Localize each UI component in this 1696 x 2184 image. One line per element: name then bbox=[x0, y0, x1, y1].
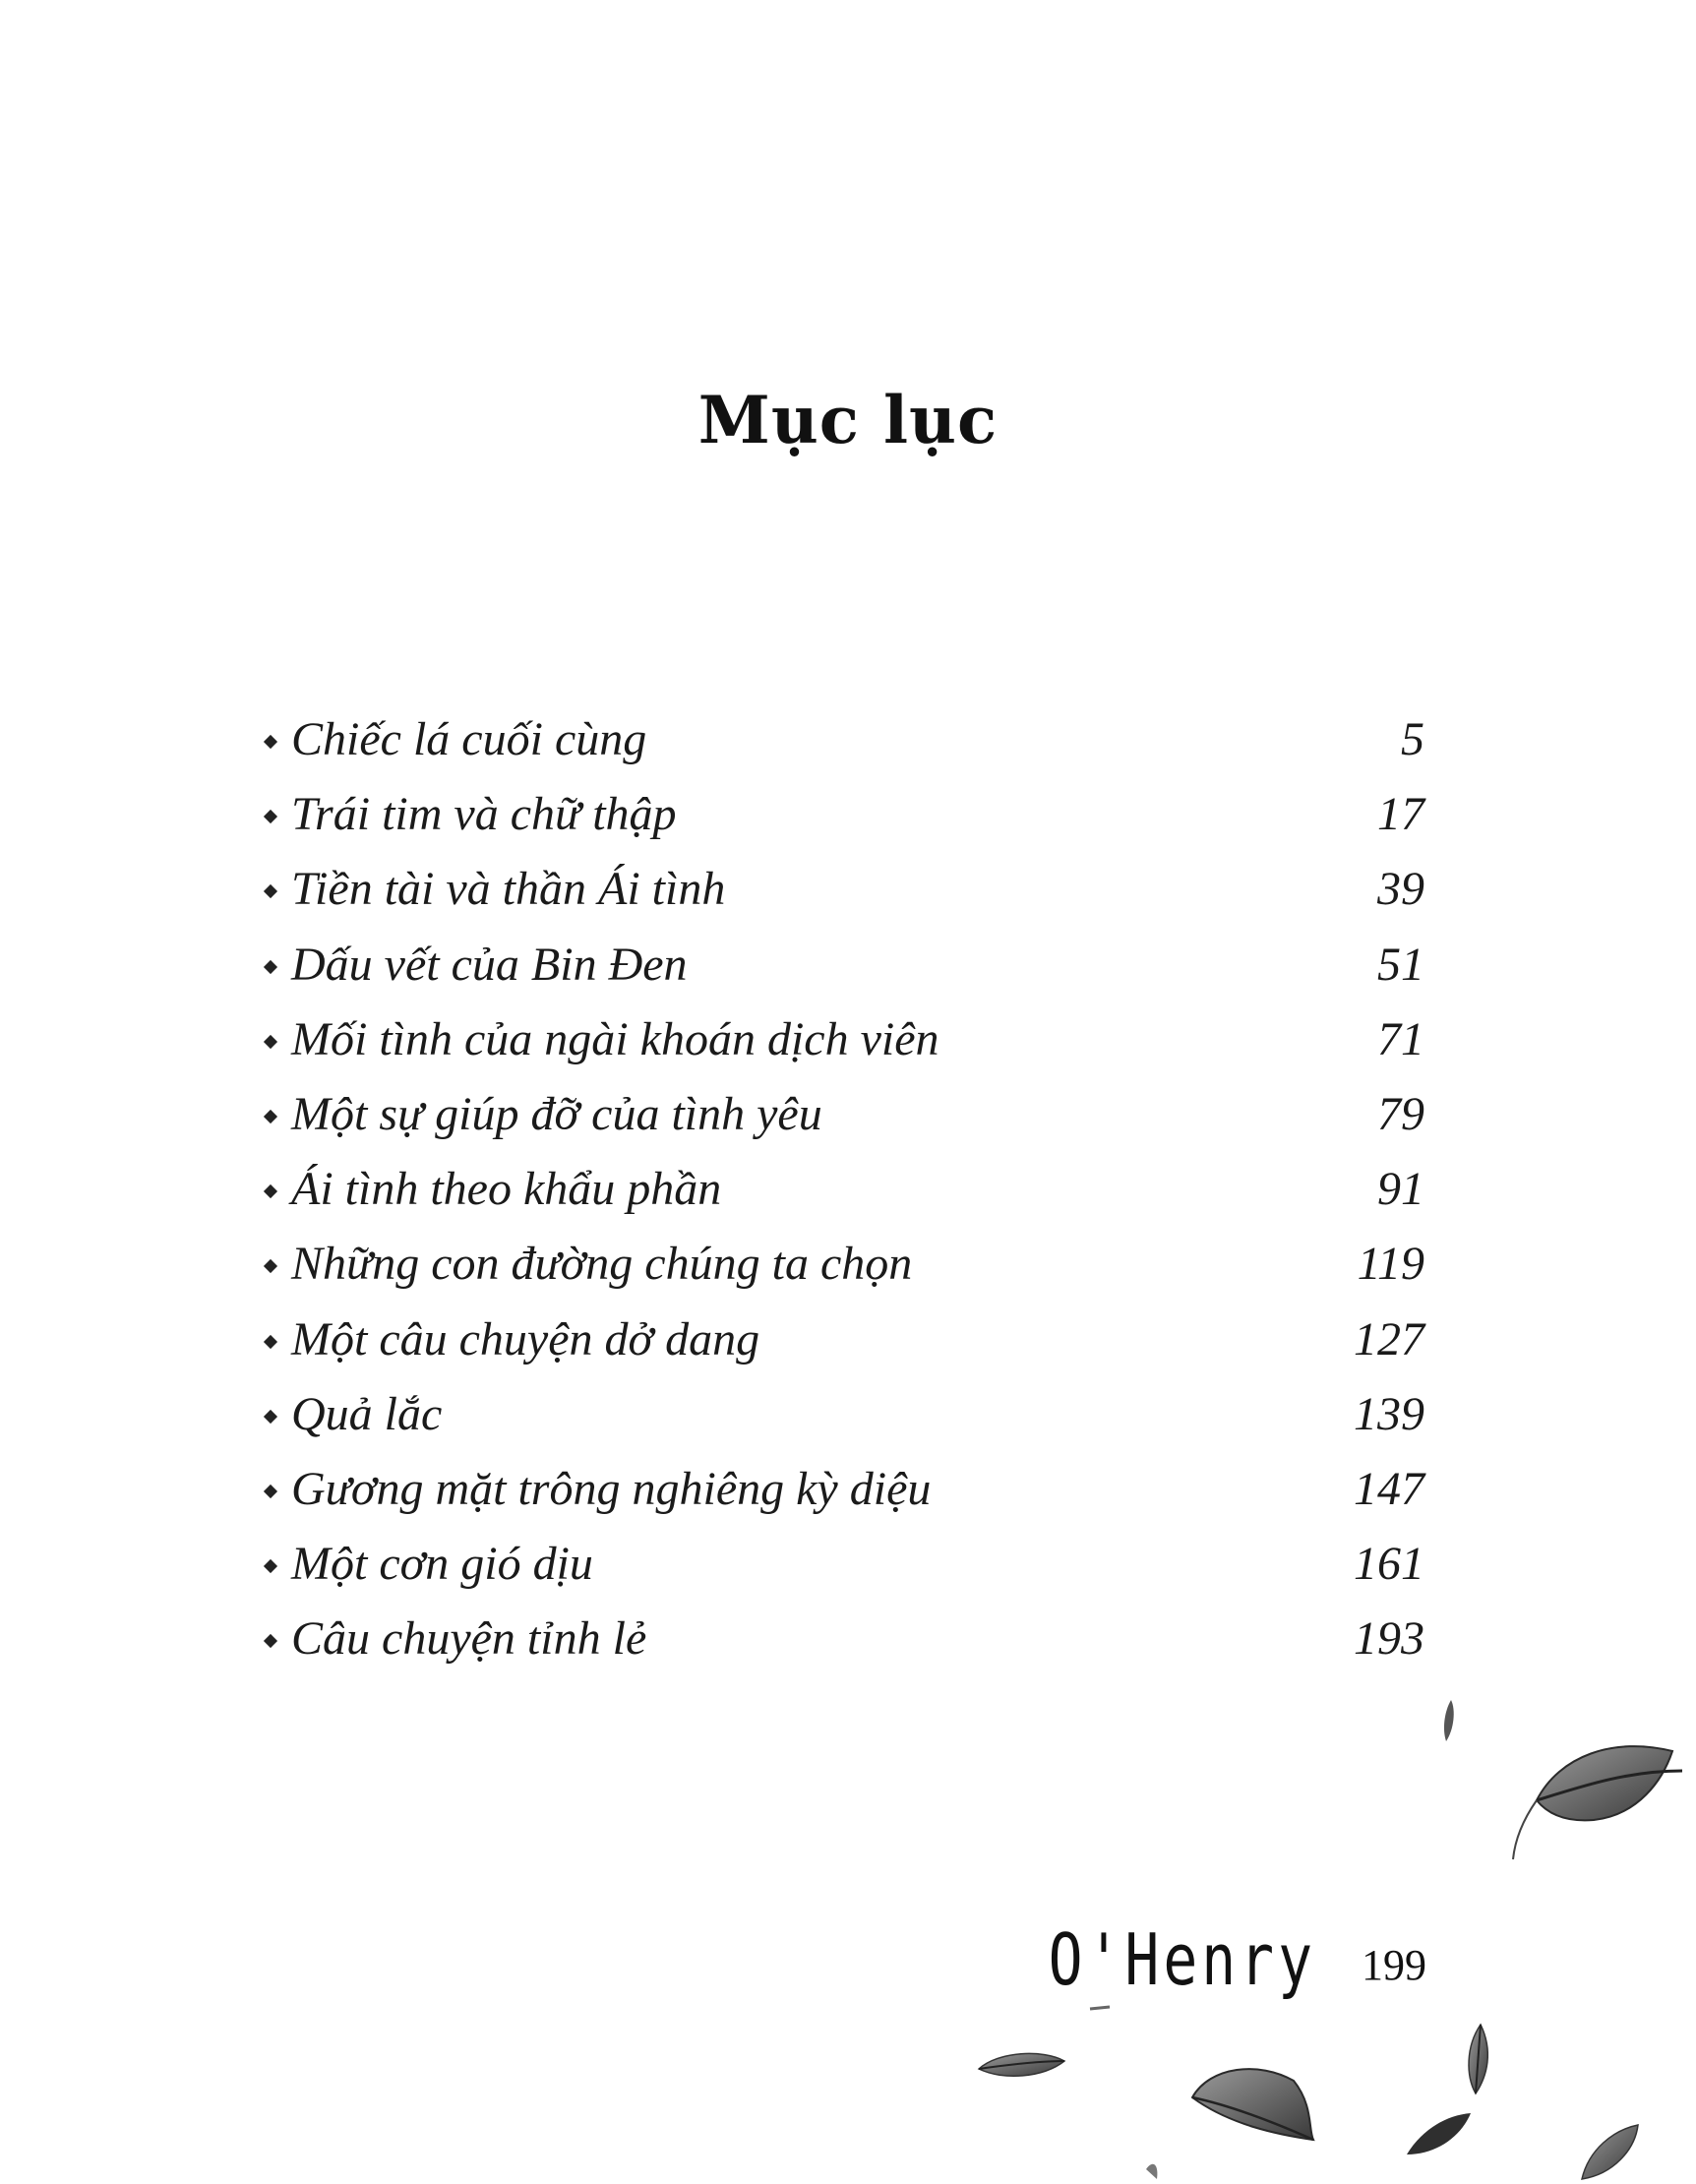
toc-item[interactable] bbox=[266, 1312, 1424, 1387]
bullet-icon bbox=[264, 959, 277, 973]
toc-item[interactable] bbox=[266, 938, 1424, 1012]
toc-item-title: Một câu chuyện dở dang bbox=[291, 1312, 760, 1365]
leaf-icon bbox=[979, 2053, 1064, 2076]
toc-item[interactable] bbox=[266, 1611, 1424, 1686]
bullet-icon bbox=[264, 1110, 277, 1123]
bullet-icon bbox=[264, 1485, 277, 1498]
toc-item-page: 119 bbox=[1357, 1238, 1424, 1291]
toc-item[interactable] bbox=[266, 1462, 1424, 1537]
toc-item-page: 161 bbox=[1354, 1538, 1424, 1591]
toc-item-page: 71 bbox=[1377, 1012, 1424, 1065]
bullet-icon bbox=[264, 735, 277, 749]
toc-item-title: Những con đường chúng ta chọn bbox=[291, 1238, 913, 1291]
toc-item[interactable] bbox=[266, 1012, 1424, 1087]
toc-item-title: Tiền tài và thần Ái tình bbox=[291, 863, 726, 916]
page-number: 199 bbox=[1362, 1941, 1426, 1989]
toc-item-title: Quả lắc bbox=[291, 1387, 443, 1440]
toc-item-page: 139 bbox=[1354, 1387, 1424, 1440]
toc-item-title: Dấu vết của Bin Đen bbox=[291, 938, 688, 991]
bullet-icon bbox=[264, 1184, 277, 1198]
toc-item[interactable] bbox=[266, 1162, 1424, 1237]
toc-item[interactable] bbox=[266, 712, 1424, 787]
toc-item-page: 193 bbox=[1354, 1612, 1424, 1666]
toc-item-title: Một cơn gió dịu bbox=[291, 1538, 593, 1591]
page-title: Mục lục bbox=[697, 382, 999, 458]
toc-item-page: 127 bbox=[1354, 1312, 1424, 1365]
toc-item[interactable] bbox=[266, 862, 1424, 937]
leaf-icon bbox=[1090, 2007, 1110, 2009]
leaf-icon bbox=[1146, 2164, 1157, 2179]
toc-item-page: 5 bbox=[1401, 713, 1424, 765]
toc-item[interactable] bbox=[266, 787, 1424, 862]
bullet-icon bbox=[264, 1634, 277, 1648]
bullet-icon bbox=[264, 810, 277, 823]
toc-item-title: Chiếc lá cuối cùng bbox=[291, 713, 647, 765]
leaf-icon bbox=[1582, 2125, 1638, 2179]
toc-item-title: Trái tim và chữ thập bbox=[291, 788, 677, 841]
leaf-icon bbox=[1407, 2113, 1471, 2154]
toc-item-page: 79 bbox=[1377, 1087, 1424, 1140]
page-footer bbox=[1048, 1917, 1426, 2002]
leaf-icon bbox=[1513, 1746, 1682, 1859]
toc-item-title: Một sự giúp đỡ của tình yêu bbox=[291, 1087, 822, 1140]
bullet-icon bbox=[264, 1259, 277, 1273]
toc-item-title: Mối tình của ngài khoán dịch viên bbox=[291, 1012, 939, 1065]
toc-item-page: 51 bbox=[1377, 938, 1424, 991]
toc-item-page: 17 bbox=[1377, 788, 1424, 841]
toc-item[interactable] bbox=[266, 1387, 1424, 1462]
toc-item-page: 147 bbox=[1354, 1462, 1424, 1515]
bullet-icon bbox=[264, 884, 277, 898]
toc-item[interactable] bbox=[266, 1237, 1424, 1311]
toc-item-title: Gương mặt trông nghiêng kỳ diệu bbox=[291, 1462, 932, 1515]
bullet-icon bbox=[264, 1559, 277, 1573]
bullet-icon bbox=[264, 1334, 277, 1348]
table-of-contents bbox=[266, 712, 1424, 1686]
leaf-icon bbox=[1469, 2025, 1487, 2093]
bullet-icon bbox=[264, 1035, 277, 1049]
leaf-icon bbox=[1444, 1700, 1454, 1741]
toc-item-title: Ái tình theo khẩu phần bbox=[291, 1163, 722, 1216]
toc-item-page: 39 bbox=[1377, 863, 1424, 916]
leaf-icon bbox=[1192, 2069, 1313, 2140]
toc-item[interactable] bbox=[266, 1537, 1424, 1611]
toc-item-page: 91 bbox=[1377, 1163, 1424, 1216]
author-name: O'Henry bbox=[1048, 1917, 1316, 2002]
bullet-icon bbox=[264, 1410, 277, 1424]
toc-item[interactable] bbox=[266, 1087, 1424, 1162]
toc-item-title: Câu chuyện tỉnh lẻ bbox=[291, 1612, 647, 1666]
